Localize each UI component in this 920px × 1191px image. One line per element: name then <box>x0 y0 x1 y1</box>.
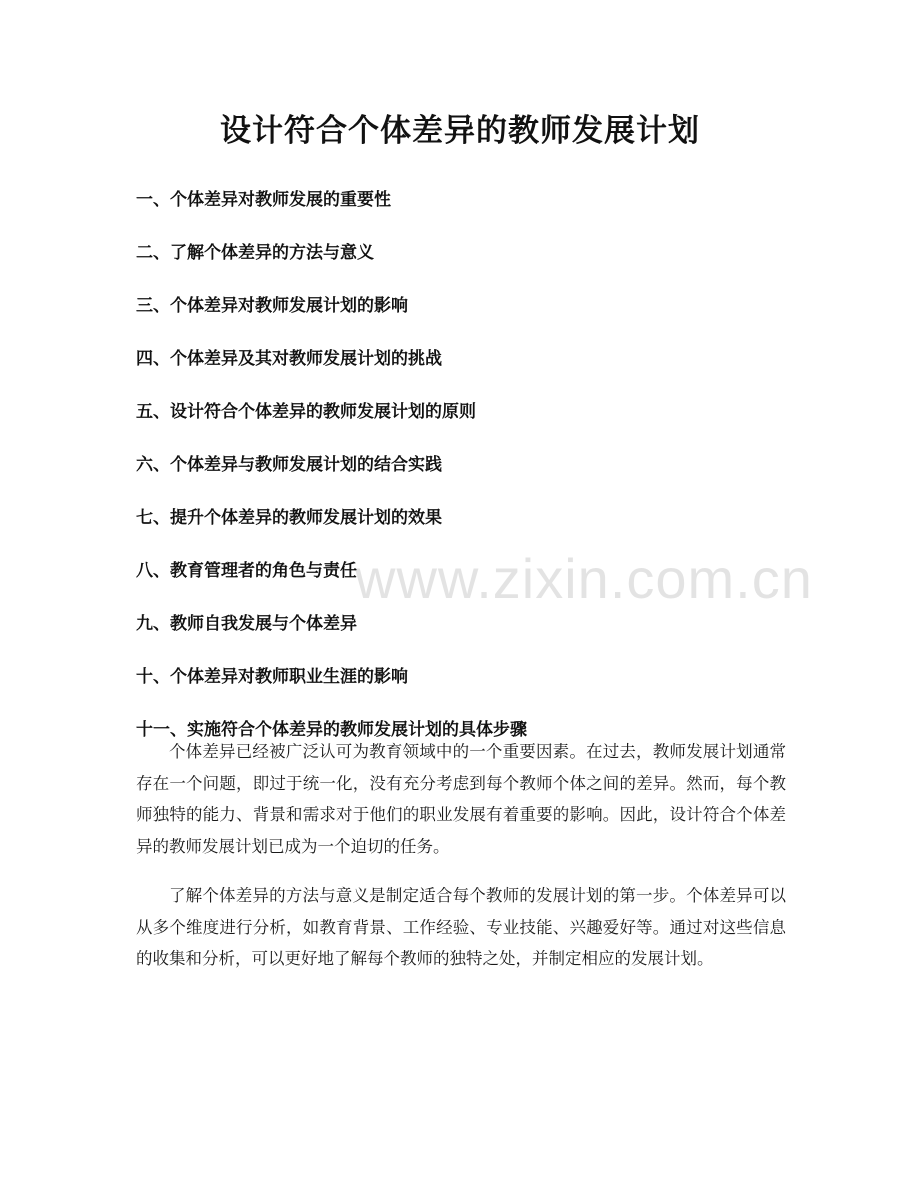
toc-item-3: 三、个体差异对教师发展计划的影响 <box>136 296 408 316</box>
toc-item-5: 五、设计符合个体差异的教师发展计划的原则 <box>136 402 476 422</box>
toc-item-1: 一、个体差异对教师发展的重要性 <box>136 190 391 210</box>
toc-item-2: 二、了解个体差异的方法与意义 <box>136 243 374 263</box>
toc-item-10: 十、个体差异对教师职业生涯的影响 <box>136 667 408 687</box>
toc-item-4: 四、个体差异及其对教师发展计划的挑战 <box>136 349 442 369</box>
toc-item-9: 九、教师自我发展与个体差异 <box>136 614 357 634</box>
toc-item-7: 七、提升个体差异的教师发展计划的效果 <box>136 508 442 528</box>
watermark-text: www.zixin.com.cn <box>355 547 813 610</box>
table-of-contents <box>136 186 796 769</box>
document-title: 设计符合个体差异的教师发展计划 <box>220 113 700 149</box>
body-paragraph-2: 了解个体差异的方法与意义是制定适合每个教师的发展计划的第一步。个体差异可以从多个维度进行分析，如教育背景、工作经验、专业技能、兴趣爱好等。通过对这些信息的收集和分析，可以更好地了解每个教师的独特之处，并制定相应的发展计划。 <box>136 886 786 968</box>
toc-item-11: 十一、实施符合个体差异的教师发展计划的具体步骤 <box>136 720 527 740</box>
toc-item-6: 六、个体差异与教师发展计划的结合实践 <box>136 455 442 475</box>
body-paragraph-1: 个体差异已经被广泛认可为教育领域中的一个重要因素。在过去，教师发展计划通常存在一个问题，即过于统一化，没有充分考虑到每个教师个体之间的差异。然而，每个教师独特的能力、背景和需求对于他们的职业发展有着重要的影响。因此，设计符合个体差异的教师发展计划已成为一个迫切的任务。 <box>136 742 786 856</box>
document-body <box>136 736 786 993</box>
toc-item-8: 八、教育管理者的角色与责任 <box>136 561 357 581</box>
